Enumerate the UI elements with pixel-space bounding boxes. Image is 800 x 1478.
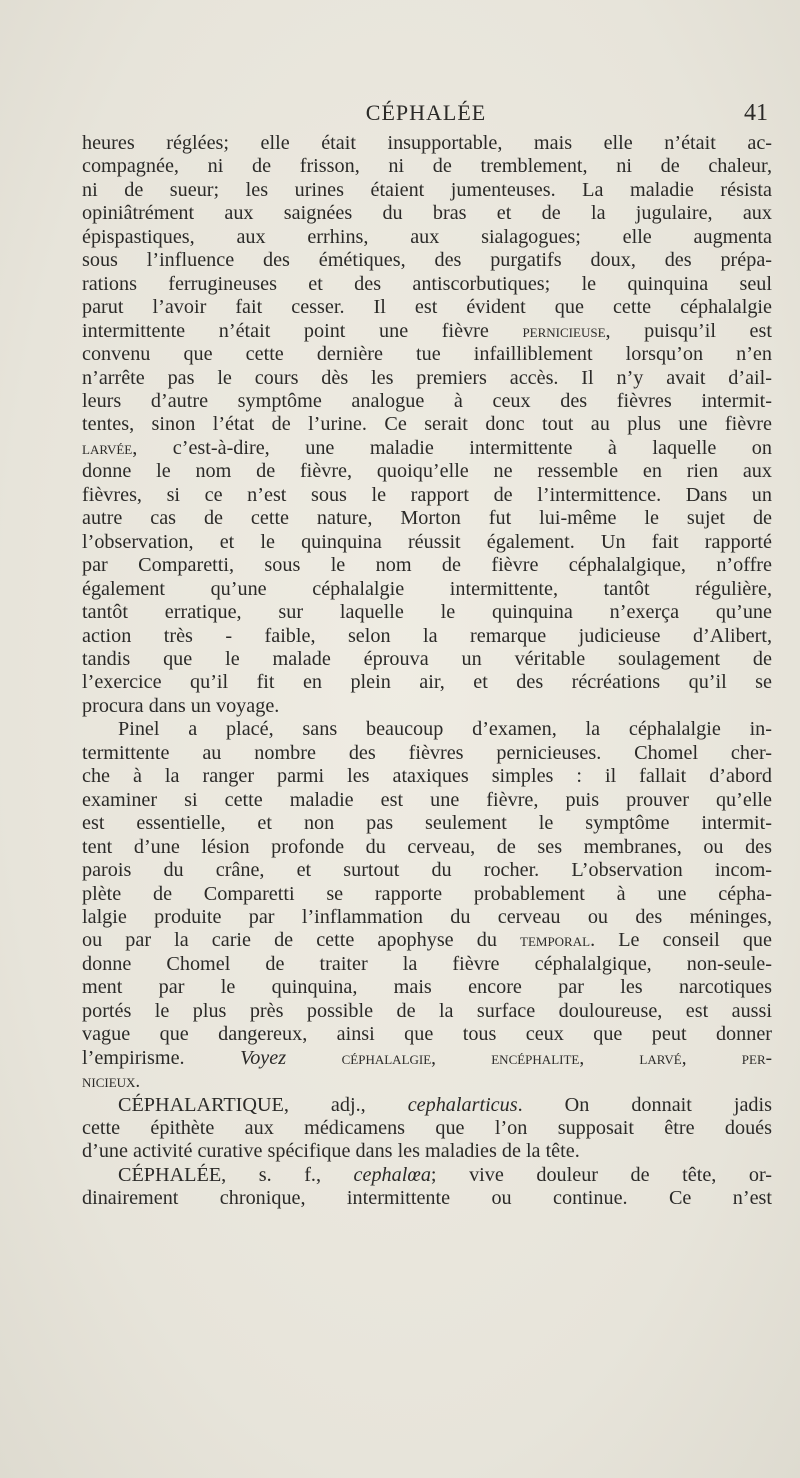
text-segment: fièvres, si ce n’est sous le rapport de l’intermittence. Dans un (82, 483, 772, 506)
text-segment: vague que dangereux, ainsi que tous ceux que peut donner (82, 1023, 772, 1046)
text-segment: pernicieuse (522, 320, 606, 342)
text-line (82, 437, 772, 460)
text-line (82, 320, 772, 343)
text-segment: ou par la carie de cette apophyse du (82, 929, 520, 952)
text-segment: tandis que le malade éprouva un véritable soulagement de (82, 647, 772, 670)
text-segment: compagnée, ni de frisson, ni de tremblement, ni de chaleur, (82, 155, 772, 178)
text-line (82, 976, 772, 999)
text-segment: plète de Comparetti se rapporte probablement à une cépha- (82, 882, 772, 905)
text-line (82, 812, 772, 835)
text-segment: d’une activité curative spécifique dans les maladies de la tête. (82, 1140, 580, 1163)
text-line (82, 507, 772, 530)
text-line (82, 249, 772, 272)
text-segment: l’empirisme. (82, 1046, 241, 1069)
text-line (82, 671, 772, 694)
text-segment: . On donnait jadis (517, 1093, 772, 1116)
text-segment: Voyez (240, 1046, 287, 1069)
text-segment: parut l’avoir fait cesser. Il est évident que cette céphalalgie (82, 296, 772, 319)
text-segment: ; vive douleur de tête, or- (430, 1163, 772, 1186)
text-segment: sous l’influence des émétiques, des purgatifs doux, des prépa- (82, 249, 772, 272)
text-segment: , c’est-à-dire, une maladie intermittente à laquelle on (132, 436, 772, 459)
text-segment: CÉPHALÉE, s. f., (118, 1163, 354, 1186)
text-segment: heures réglées; elle était insupportable, mais elle n’était ac- (82, 132, 772, 154)
text-segment: cephalarticus (407, 1093, 518, 1116)
text-line (82, 718, 772, 741)
text-segment: est essentielle, et non pas seulement le symptôme intermit- (82, 812, 772, 835)
text-line (82, 1000, 772, 1023)
text-segment: dinairement chronique, intermittente ou continue. Ce n’est (82, 1187, 772, 1210)
text-line (82, 460, 772, 483)
text-segment: autre cas de cette nature, Morton fut lui-même le sujet de (82, 507, 772, 530)
text-segment: nicieux. (82, 1071, 141, 1093)
text-segment: céphalalgie, encéphalite, larvé, per- (341, 1047, 773, 1069)
text-segment: n’arrête pas le cours dès les premiers accès. Il n’y avait d’ail- (82, 366, 772, 389)
text-segment: intermittente n’était point une fièvre (82, 319, 523, 342)
text-line (82, 273, 772, 296)
text-segment: action très - faible, selon la remarque judicieuse d’Alibert, (82, 624, 772, 647)
text-line (82, 929, 772, 952)
text-line (82, 601, 772, 624)
text-segment: tantôt erratique, sur laquelle le quinquina n’exerça qu’une (82, 601, 772, 624)
text-segment: che à la ranger parmi les ataxiques simples : il fallait d’abord (82, 765, 772, 788)
text-segment: . Le conseil que (590, 929, 772, 952)
text-line (82, 1047, 772, 1070)
text-line (82, 648, 772, 671)
text-line (82, 625, 772, 648)
text-line (82, 202, 772, 225)
text-segment: épispastiques, aux errhins, aux sialagogues; elle augmenta (82, 225, 772, 248)
text-line (82, 484, 772, 507)
text-segment: par Comparetti, sous le nom de fièvre céphalalgique, n’offre (82, 554, 772, 577)
text-segment: examiner si cette maladie est une fièvre, puis prouver qu’elle (82, 788, 772, 811)
text-line (82, 789, 772, 812)
text-segment: Pinel a placé, sans beaucoup d’examen, la céphalalgie in- (118, 718, 772, 741)
body-text (82, 132, 772, 1211)
text-segment: portés le plus près possible de la surface douloureuse, est aussi (82, 999, 772, 1022)
text-segment: procura dans un voyage. (82, 694, 280, 717)
text-segment: l’observation, et le quinquina réussit également. Un fait rapporté (82, 530, 772, 553)
text-line (82, 1140, 772, 1163)
text-segment: donne le nom de fièvre, quoiqu’elle ne ressemble en rien aux (82, 460, 772, 483)
text-segment: rations ferrugineuses et des antiscorbutiques; le quinquina seul (82, 272, 772, 295)
text-line (82, 343, 772, 366)
text-segment: leurs d’autre symptôme analogue à ceux des fièvres intermit- (82, 389, 772, 412)
text-line (82, 554, 772, 577)
text-line (82, 226, 772, 249)
text-segment: parois du crâne, et surtout du rocher. L’observation incom- (82, 859, 772, 882)
text-line (82, 742, 772, 765)
text-segment: tentes, sinon l’état de l’urine. Ce serait donc tout au plus une fièvre (82, 413, 772, 436)
text-line (82, 906, 772, 929)
running-head: CÉPHALÉE (365, 100, 487, 125)
text-segment (286, 1047, 342, 1069)
text-segment: cette épithète aux médicamens que l’on supposait être doués (82, 1117, 772, 1140)
text-segment: convenu que cette dernière tue infailliblement lorsqu’on n’en (82, 343, 772, 366)
text-line (82, 836, 772, 859)
text-line (82, 155, 772, 178)
text-line (82, 1117, 772, 1140)
text-line (82, 531, 772, 554)
page-header (84, 100, 768, 130)
text-segment: donne Chomel de traiter la fièvre céphalalgique, non-seule- (82, 952, 772, 975)
text-segment: CÉPHALARTIQUE, adj., (118, 1093, 408, 1116)
text-line (82, 390, 772, 413)
text-segment: larvée (82, 437, 133, 459)
text-segment: l’exercice qu’il fit en plein air, et des récréations qu’il se (82, 671, 772, 694)
text-line (82, 883, 772, 906)
text-segment: lalgie produite par l’inflammation du cerveau ou des méninges, (82, 905, 772, 928)
text-segment: également qu’une céphalalgie intermittente, tantôt régulière, (82, 577, 772, 600)
text-line (82, 859, 772, 882)
text-line (82, 953, 772, 976)
text-line (82, 1187, 772, 1210)
text-segment: termittente au nombre des fièvres pernicieuses. Chomel cher- (82, 741, 772, 764)
text-line (82, 1094, 772, 1117)
text-line (82, 132, 772, 155)
text-segment: ni de sueur; les urines étaient jumenteuses. La maladie résista (82, 178, 772, 201)
text-segment: cephalœa (353, 1163, 431, 1186)
text-line (82, 578, 772, 601)
text-line (82, 695, 772, 718)
text-segment: opiniâtrément aux saignées du bras et de la jugulaire, aux (82, 202, 772, 225)
text-line (82, 1070, 772, 1093)
text-segment: , puisqu’il est (605, 319, 772, 342)
text-segment: tent d’une lésion profonde du cerveau, de ses membranes, ou des (82, 835, 772, 858)
text-line (82, 367, 772, 390)
text-line (82, 179, 772, 202)
text-segment: temporal (520, 930, 591, 952)
text-line (82, 1023, 772, 1046)
text-line (82, 1164, 772, 1187)
text-line (82, 413, 772, 436)
text-line (82, 765, 772, 788)
page-number: 41 (744, 100, 768, 126)
text-line (82, 296, 772, 319)
text-segment: ment par le quinquina, mais encore par les narcotiques (82, 976, 772, 999)
